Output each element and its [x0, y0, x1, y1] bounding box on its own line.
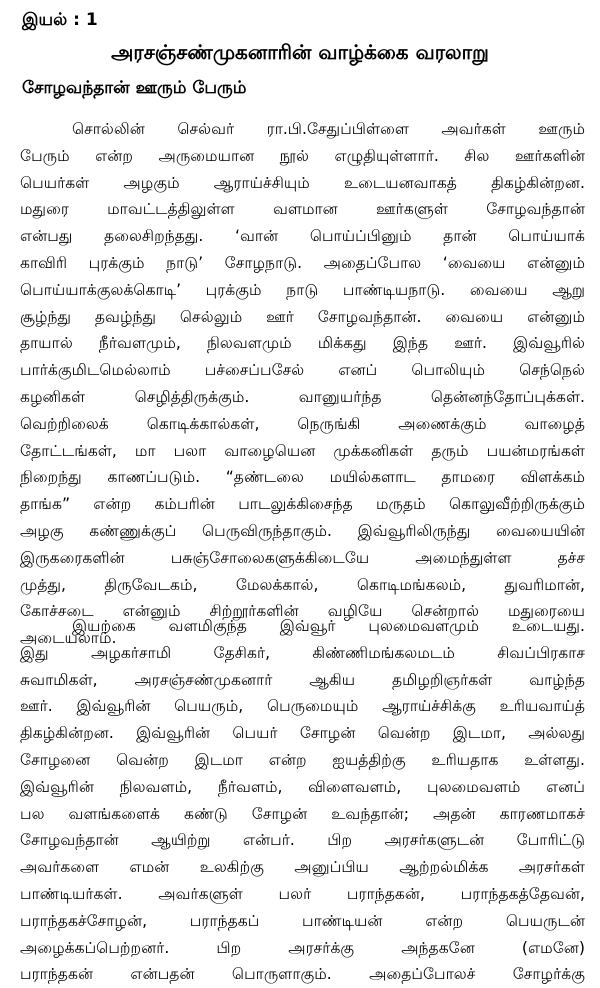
text-line: காவிரி புரக்கும் நாடு’ சோழநாடு. அதைப்போல ‘வையை என்னும்	[20, 253, 585, 272]
text-line: பொய்யாக்குலக்கொடி’ புரக்கும் நாடு பாண்டியநாடு. வையை ஆறு	[20, 280, 585, 299]
text-line: அடையலாம்.	[20, 629, 117, 648]
body-paragraph-2	[20, 613, 585, 988]
text-line: பேரும் என்ற அருமையான நூல் எழுதியுள்ளார். சில ஊர்களின்	[20, 146, 585, 165]
text-line: இயற்கை வளமிகுந்த இவ்வூர் புலமைவளமும் உடையது.	[72, 617, 585, 635]
text-line: பராந்தகச்சோழன், பராந்தகப் பாண்டியன் என்ற பெயருடன்	[20, 911, 585, 930]
text-line: என்பது தலைசிறந்தது. ‘வான் பொய்ப்பினும் தான் பொய்யாக்	[20, 227, 585, 246]
text-line: சோழவந்தான் ஆயிற்று என்பர். பிற அரசர்களுடன் போரிட்டு	[20, 831, 585, 850]
text-line: தோட்டங்கள், மா பலா வாழையென முக்கனிகள் தரும் பயன்மரங்கள்	[20, 441, 585, 460]
text-line: இவ்வூரின் நிலவளம், நீர்வளம், விளைவளம், புலமைவளம் எனப்	[20, 777, 585, 796]
text-line: சோழனை வென்ற இடமா என்ற ஐயத்திற்கு உரியதாக உள்ளது.	[20, 750, 585, 769]
text-line: தாயால் நீர்வளமும், நிலவளமும் மிக்கது இந்த ஊர். இவ்வூரில்	[20, 334, 585, 353]
text-line: சூழ்ந்து தவழ்ந்து செல்லும் ஊர் சோழவந்தான். வையை என்னும்	[20, 307, 585, 326]
text-line: சுவாமிகள், அரசஞ்சண்முகனார் ஆகிய தமிழறிஞர்கள் வாழ்ந்த	[20, 670, 585, 689]
text-line: கோச்சடை என்னும் சிற்றூர்களின் வழியே சென்றால் மதுரையை	[20, 602, 585, 621]
chapter-title: அரசஞ்சண்முகனாரின் வாழ்க்கை வரலாறு	[111, 40, 489, 64]
text-line: வெற்றிலைக் கொடிக்கால்கள், நெருங்கி அணைக்கும் வாழைத்	[20, 414, 585, 433]
text-line: இது அழகர்சாமி தேசிகர், கிண்ணிமங்கலமடம் சிவப்பிரகாச	[20, 643, 585, 662]
chapter-number: இயல் : 1	[22, 10, 98, 30]
text-line: அழைக்கப்பெற்றனர். பிற அரசர்க்கு அந்தகனே (எமனே)	[20, 938, 585, 957]
section-heading: சோழவந்தான் ஊரும் பேரும்	[22, 78, 247, 98]
text-line: திகழ்கின்றன. இவ்வூரின் பெயர் சோழன் வென்ற இடமா, அல்லது	[20, 724, 585, 743]
text-line: பார்க்குமிடமெல்லாம் பச்சைப்பசேல் எனப் பொலியும் செந்நெல்	[20, 361, 585, 380]
text-line: அழகு கண்ணுக்குப் பெருவிருந்தாகும். இவ்வூரிலிருந்து வையையின்	[20, 521, 585, 540]
text-line: கழனிகள் செழித்திருக்கும். வானுயர்ந்த தென்னந்தோப்புக்கள்.	[20, 387, 585, 406]
text-line: முத்து, திருவேடகம், மேலக்கால், கொடிமங்கலம், துவரிமான்,	[20, 575, 585, 594]
text-line: நிறைந்து காணப்படும். “தண்டலை மயில்களாட தாமரை விளக்கம்	[20, 468, 585, 487]
text-line: ஊர். இவ்வூரின் பெயரும், பெருமையும் ஆராய்ச்சிக்கு உரியவாய்த்	[20, 697, 585, 716]
text-line: அவர்களை எமன் உலகிற்கு அனுப்பிய ஆற்றல்மிக்க அரசர்கள்	[20, 858, 585, 877]
text-line: தாங்க” என்ற கம்பரின் பாடலுக்கிசைந்த மருதம் கொலுவீற்றிருக்கும்	[20, 495, 585, 514]
text-line: சொல்லின் செல்வர் ரா.பி.சேதுப்பிள்ளை அவர்கள் ஊரும்	[72, 120, 585, 138]
text-line: பராந்தகன் என்பதன் பொருளாகும். அதைப்போலச் சோழர்க்கு	[20, 965, 585, 984]
text-line: இருகரைகளின் பசுஞ்சோலைகளுக்கிடையே அமைந்துள்ள தச்ச	[20, 548, 585, 567]
body-paragraph-1	[20, 116, 585, 652]
text-line: பல வளங்களைக் கண்டு சோழன் உவந்தான்; அதன் காரணமாகச்	[20, 804, 585, 823]
text-line: பாண்டியர்கள். அவர்களுள் பலர் பராந்தகன், பராந்தகத்தேவன்,	[20, 884, 585, 903]
text-line: பெயர்கள் அழகும் ஆராய்ச்சியும் உடையனவாகத் திகழ்கின்றன.	[20, 173, 585, 192]
text-line: மதுரை மாவட்டத்திலுள்ள வளமான ஊர்களுள் சோழவந்தான்	[20, 200, 585, 219]
